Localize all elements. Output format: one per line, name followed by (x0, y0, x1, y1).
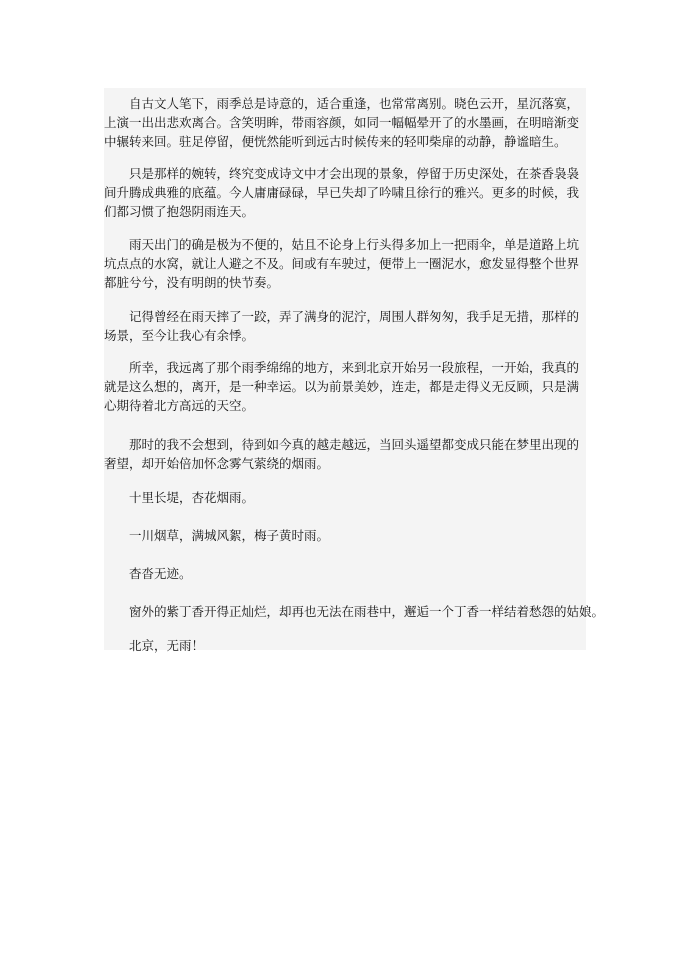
paragraph-11: 北京，无雨！ (129, 638, 205, 653)
paragraph-6: 那时的我不会想到，待到如今真的越走越远，当回头遥望都变成只能在梦里出现的奢望，却开始倍加怀念雾气萦绕的烟雨。 (104, 437, 580, 471)
paragraph-3: 雨天出门的确是极为不便的，姑且不论身上行头得多加上一把雨伞，单是道路上坑坑点点的水窝，就让人避之不及。间或有车驶过，便带上一圈泥水，愈发显得整个世界都脏兮兮，没有明朗的快节奏。 (104, 237, 580, 290)
article-body (104, 88, 605, 653)
paragraph-4: 记得曾经在雨天摔了一跤，弄了满身的泥泞，周围人群匆匆，我手足无措，那样的场景，至今让我心有余悸。 (104, 309, 580, 343)
paragraph-1: 自古文人笔下，雨季总是诗意的，适合重逢，也常常离别。晓色云开，星沉落寞，上演一出出悲欢离合。含笑明眸，带雨容颜，如同一幅幅晕开了的水墨画，在明暗渐变中辗转来回。驻足停留，便恍然能听到远古时候传来的轻叩柴扉的动静，静谧暗生。 (104, 96, 580, 149)
paragraph-8: 一川烟草，满城风絮，梅子黄时雨。 (129, 528, 330, 543)
paragraph-7: 十里长堤，杏花烟雨。 (129, 490, 255, 505)
paragraph-10: 窗外的紫丁香开得正灿烂，却再也无法在雨巷中，邂逅一个丁香一样结着愁怨的姑娘。 (129, 604, 605, 619)
paragraph-9: 杳沓无迹。 (129, 566, 192, 581)
paragraph-5: 所幸，我远离了那个雨季绵绵的地方，来到北京开始另一段旅程，一开始，我真的就是这么想的，离开，是一种幸运。以为前景美妙，连走，都是走得义无反顾，只是满心期待着北方高远的天空。 (104, 360, 580, 413)
paragraph-2: 只是那样的婉转，终究变成诗文中才会出现的景象，停留于历史深处，在茶香袅袅间升腾成典雅的底蕴。今人庸庸碌碌，早已失却了吟啸且徐行的雅兴。更多的时候，我们都习惯了抱怨阴雨连天。 (104, 166, 580, 219)
